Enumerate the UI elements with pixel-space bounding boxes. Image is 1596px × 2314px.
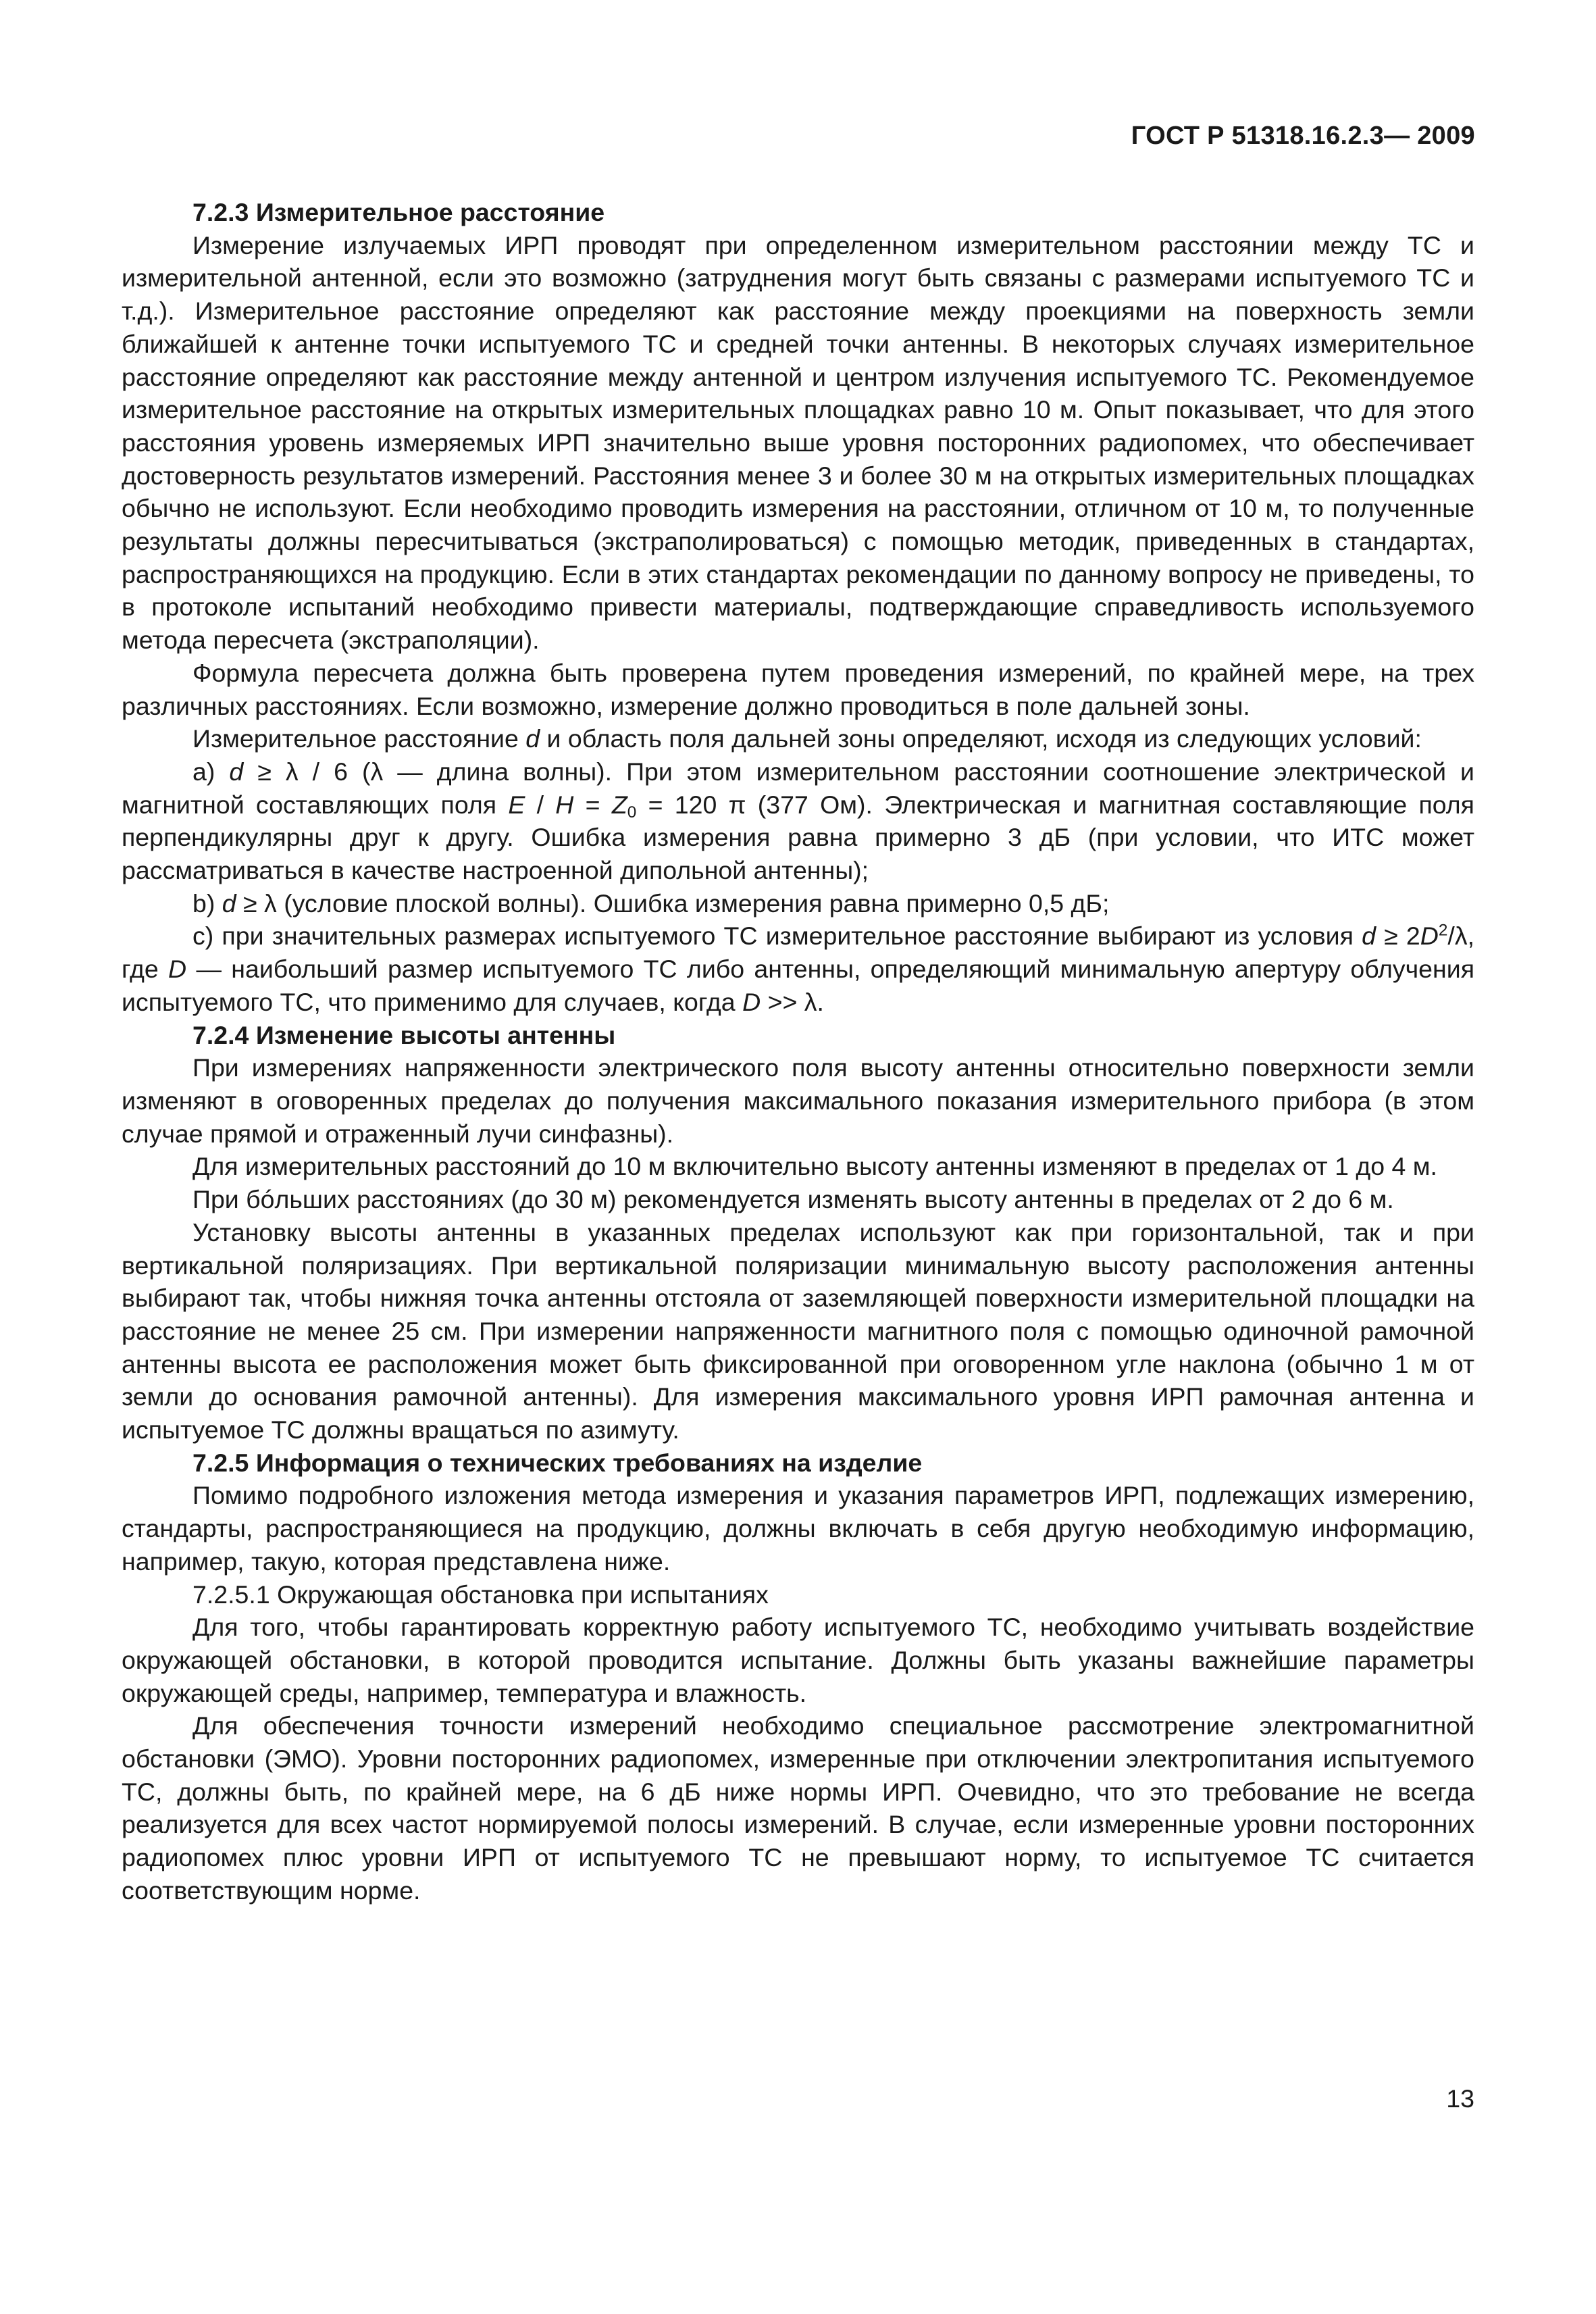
- list-item-a: а) d ≥ λ / 6 (λ — длина волны). При этом измерительном расстоянии соотношение электрической и магнитной составляющих поля $E / H = Z_0 = 120$ π (377 Ом). Электрическая и магнитная составляющие поля перпендикулярны друг к другу. Ошибка измерения равна примерно 3 дБ (при условии, что ИТС может рассматриваться в качестве настроенной дипольной антенны);: [122, 757, 1474, 885]
- paragraph: Для измерительных расстояний до 10 м включительно высоту антенны изменяют в пределах от 1 до 4 м.: [192, 1152, 1437, 1181]
- subsection-heading-7-2-5-1: 7.2.5.1 Окружающая обстановка при испытаниях: [192, 1580, 769, 1609]
- page-number: 13: [1446, 2084, 1474, 2113]
- paragraph: Формула пересчета должна быть проверена путем проведения измерений, по крайней мере, на трех различных расстояниях. Если возможно, измерение должно проводиться в поле дальней зоны.: [122, 658, 1474, 720]
- paragraph: Измерение излучаемых ИРП проводят при определенном измерительном расстоянии между ТС и измерительной антенной, если это возможно (затруднения могут быть связаны с размерами испытуемого ТС и т.д.). Измерительное расстояние определяют как расстояние между проекциями на поверхность земли ближайшей к антенне точки испытуемого ТС и средней точки антенны. В некоторых случаях измерительное расстояние определяют как расстояние между антенной и центром излучения испытуемого ТС. Рекомендуемое измерительное расстояние на открытых измерительных площадках равно 10 м. Опыт показывает, что для этого расстояния уровень измеряемых ИРП значительно выше уровня посторонних радиопомех, что обеспечивает достоверность результатов измерений. Расстояния менее 3 и более 30 м на открытых измерительных площадках обычно не используют. Если необходимо проводить измерения на расстоянии, отличном от 10 м, то полученные результаты должны пересчитываться (экстраполироваться) с помощью методик, приведенных в стандартах, распространяющихся на продукцию. Если в этих стандартах рекомендации по данному вопросу не приведены, то в протоколе испытаний необходимо привести материалы, подтверждающие справедливость используемого метода пересчета (экстраполяции).: [122, 230, 1474, 655]
- section-heading-7-2-4: 7.2.4 Изменение высоты антенны: [192, 1020, 616, 1049]
- paragraph: При измерениях напряженности электрического поля высоту антенны относительно поверхности земли изменяют в оговоренных пределах до получения максимального показания измерительного прибора (в этом случае прямой и отраженный лучи синфазны).: [122, 1053, 1474, 1148]
- section-heading-7-2-3: 7.2.3 Измерительное расстояние: [192, 198, 605, 226]
- paragraph: Измерительное расстояние d и область поля дальней зоны определяют, исходя из следующих условий:: [192, 724, 1422, 753]
- list-item-c: c) при значительных размерах испытуемого ТС измерительное расстояние выбирают из условия $d \ge 2D^2/\lambda$, где D — наибольший размер испытуемого ТС либо антенны, определяющий минимальную апертуру облучения испытуемого ТС, что применимо для случаев, когда D >> λ.: [122, 922, 1475, 1016]
- paragraph: Установку высоты антенны в указанных пределах используют как при горизонтальной, так и при вертикальной поляризациях. При вертикальной поляризации минимальную высоту расположения антенны выбирают так, чтобы нижняя точка антенны отстояла от заземляющей поверхности измерительной площадки на расстояние не менее 25 см. При измерении напряженности магнитного поля с помощью одиночной рамочной антенны высота ее расположения может быть фиксированной при оговоренном угле наклона (обычно 1 м от земли до основания рамочной антенны). Для измерения максимального уровня ИРП рамочная антенна и испытуемое ТС должны вращаться по азимуту.: [122, 1217, 1474, 1444]
- document-body: [122, 196, 1474, 1907]
- paragraph: Для обеспечения точности измерений необходимо специальное рассмотрение электромагнитной обстановки (ЭМО). Уровни посторонних радиопомех, измеренные при отключении электропитания испытуемого ТС, должны быть, по крайней мере, на 6 дБ ниже нормы ИРП. Очевидно, что это требование не всегда реализуется для всех частот нормируемой полосы измерений. В случае, если измеренные уровни посторонних радиопомех плюс уровни ИРП от испытуемого ТС не превышают норму, то испытуемое ТС считается соответствующим норме.: [122, 1711, 1474, 1905]
- section-heading-7-2-5: 7.2.5 Информация о технических требованиях на изделие: [192, 1448, 923, 1477]
- paragraph: Помимо подробного изложения метода измерения и указания параметров ИРП, подлежащих измерению, стандарты, распространяющиеся на продукцию, должны включать в себя другую необходимую информацию, например, такую, которая представлена ниже.: [122, 1481, 1474, 1576]
- paragraph: Для того, чтобы гарантировать корректную работу испытуемого ТС, необходимо учитывать воздействие окружающей обстановки, в которой проводится испытание. Должны быть указаны важнейшие параметры окружающей среды, например, температура и влажность.: [122, 1613, 1474, 1707]
- paragraph: При бóльших расстояниях (до 30 м) рекомендуется изменять высоту антенны в пределах от 2 до 6 м.: [192, 1185, 1394, 1214]
- list-item-b: b) d ≥ λ (условие плоской волны). Ошибка измерения равна примерно 0,5 дБ;: [192, 888, 1110, 917]
- math-variable: d: [525, 724, 540, 753]
- document-standard-id: ГОСТ Р 51318.16.2.3— 2009: [1131, 122, 1475, 150]
